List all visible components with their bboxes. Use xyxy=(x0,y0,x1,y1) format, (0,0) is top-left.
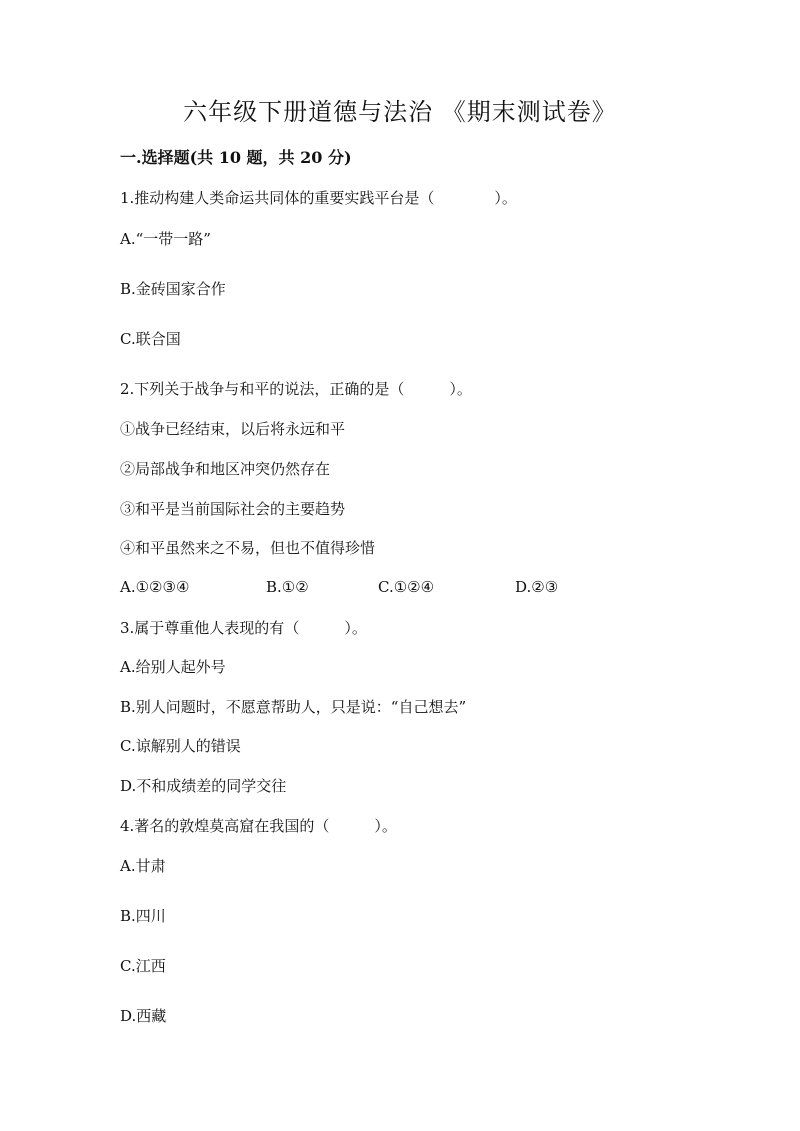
question-3-option-a: A.给别人起外号 xyxy=(120,658,226,676)
question-3-option-d: D.不和成绩差的同学交往 xyxy=(120,777,287,795)
section-heading: 一.选择题(共 10 题，共 20 分) xyxy=(120,148,352,167)
question-2-option-b: B.①② xyxy=(266,578,309,596)
question-4-option-c: C.江西 xyxy=(120,957,166,975)
question-4-option-d: D.西藏 xyxy=(120,1007,167,1025)
question-2-option-a: A.①②③④ xyxy=(120,578,190,596)
question-1-option-a: A.“一带一路” xyxy=(120,230,211,248)
question-2-statement-4: ④和平虽然来之不易，但也不值得珍惜 xyxy=(120,539,376,557)
question-2-statement-3: ③和平是当前国际社会的主要趋势 xyxy=(120,500,346,518)
question-2-statement-1: ①战争已经结束，以后将永远和平 xyxy=(120,420,346,438)
question-stem-2: 2.下列关于战争与和平的说法，正确的是（ ）。 xyxy=(120,380,472,398)
question-stem-4: 4.著名的敦煌莫高窟在我国的（ ）。 xyxy=(120,817,397,835)
question-3-option-b: B.别人问题时，不愿意帮助人，只是说：“自己想去” xyxy=(120,698,467,716)
question-1-option-b: B.金砖国家合作 xyxy=(120,280,226,298)
question-4-option-a: A.甘肃 xyxy=(120,857,166,875)
question-1-option-c: C.联合国 xyxy=(120,330,181,348)
question-stem-1: 1.推动构建人类命运共同体的重要实践平台是（ ）。 xyxy=(120,189,517,207)
question-4-option-b: B.四川 xyxy=(120,907,166,925)
page-title: 六年级下册道德与法治 《期末测试卷》 xyxy=(183,98,617,126)
question-2-statement-2: ②局部战争和地区冲突仍然存在 xyxy=(120,460,331,478)
question-2-option-d: D.②③ xyxy=(515,578,559,596)
question-3-option-c: C.谅解别人的错误 xyxy=(120,737,241,755)
question-2-option-c: C.①②④ xyxy=(378,578,435,596)
question-stem-3: 3.属于尊重他人表现的有（ ）。 xyxy=(120,619,367,637)
